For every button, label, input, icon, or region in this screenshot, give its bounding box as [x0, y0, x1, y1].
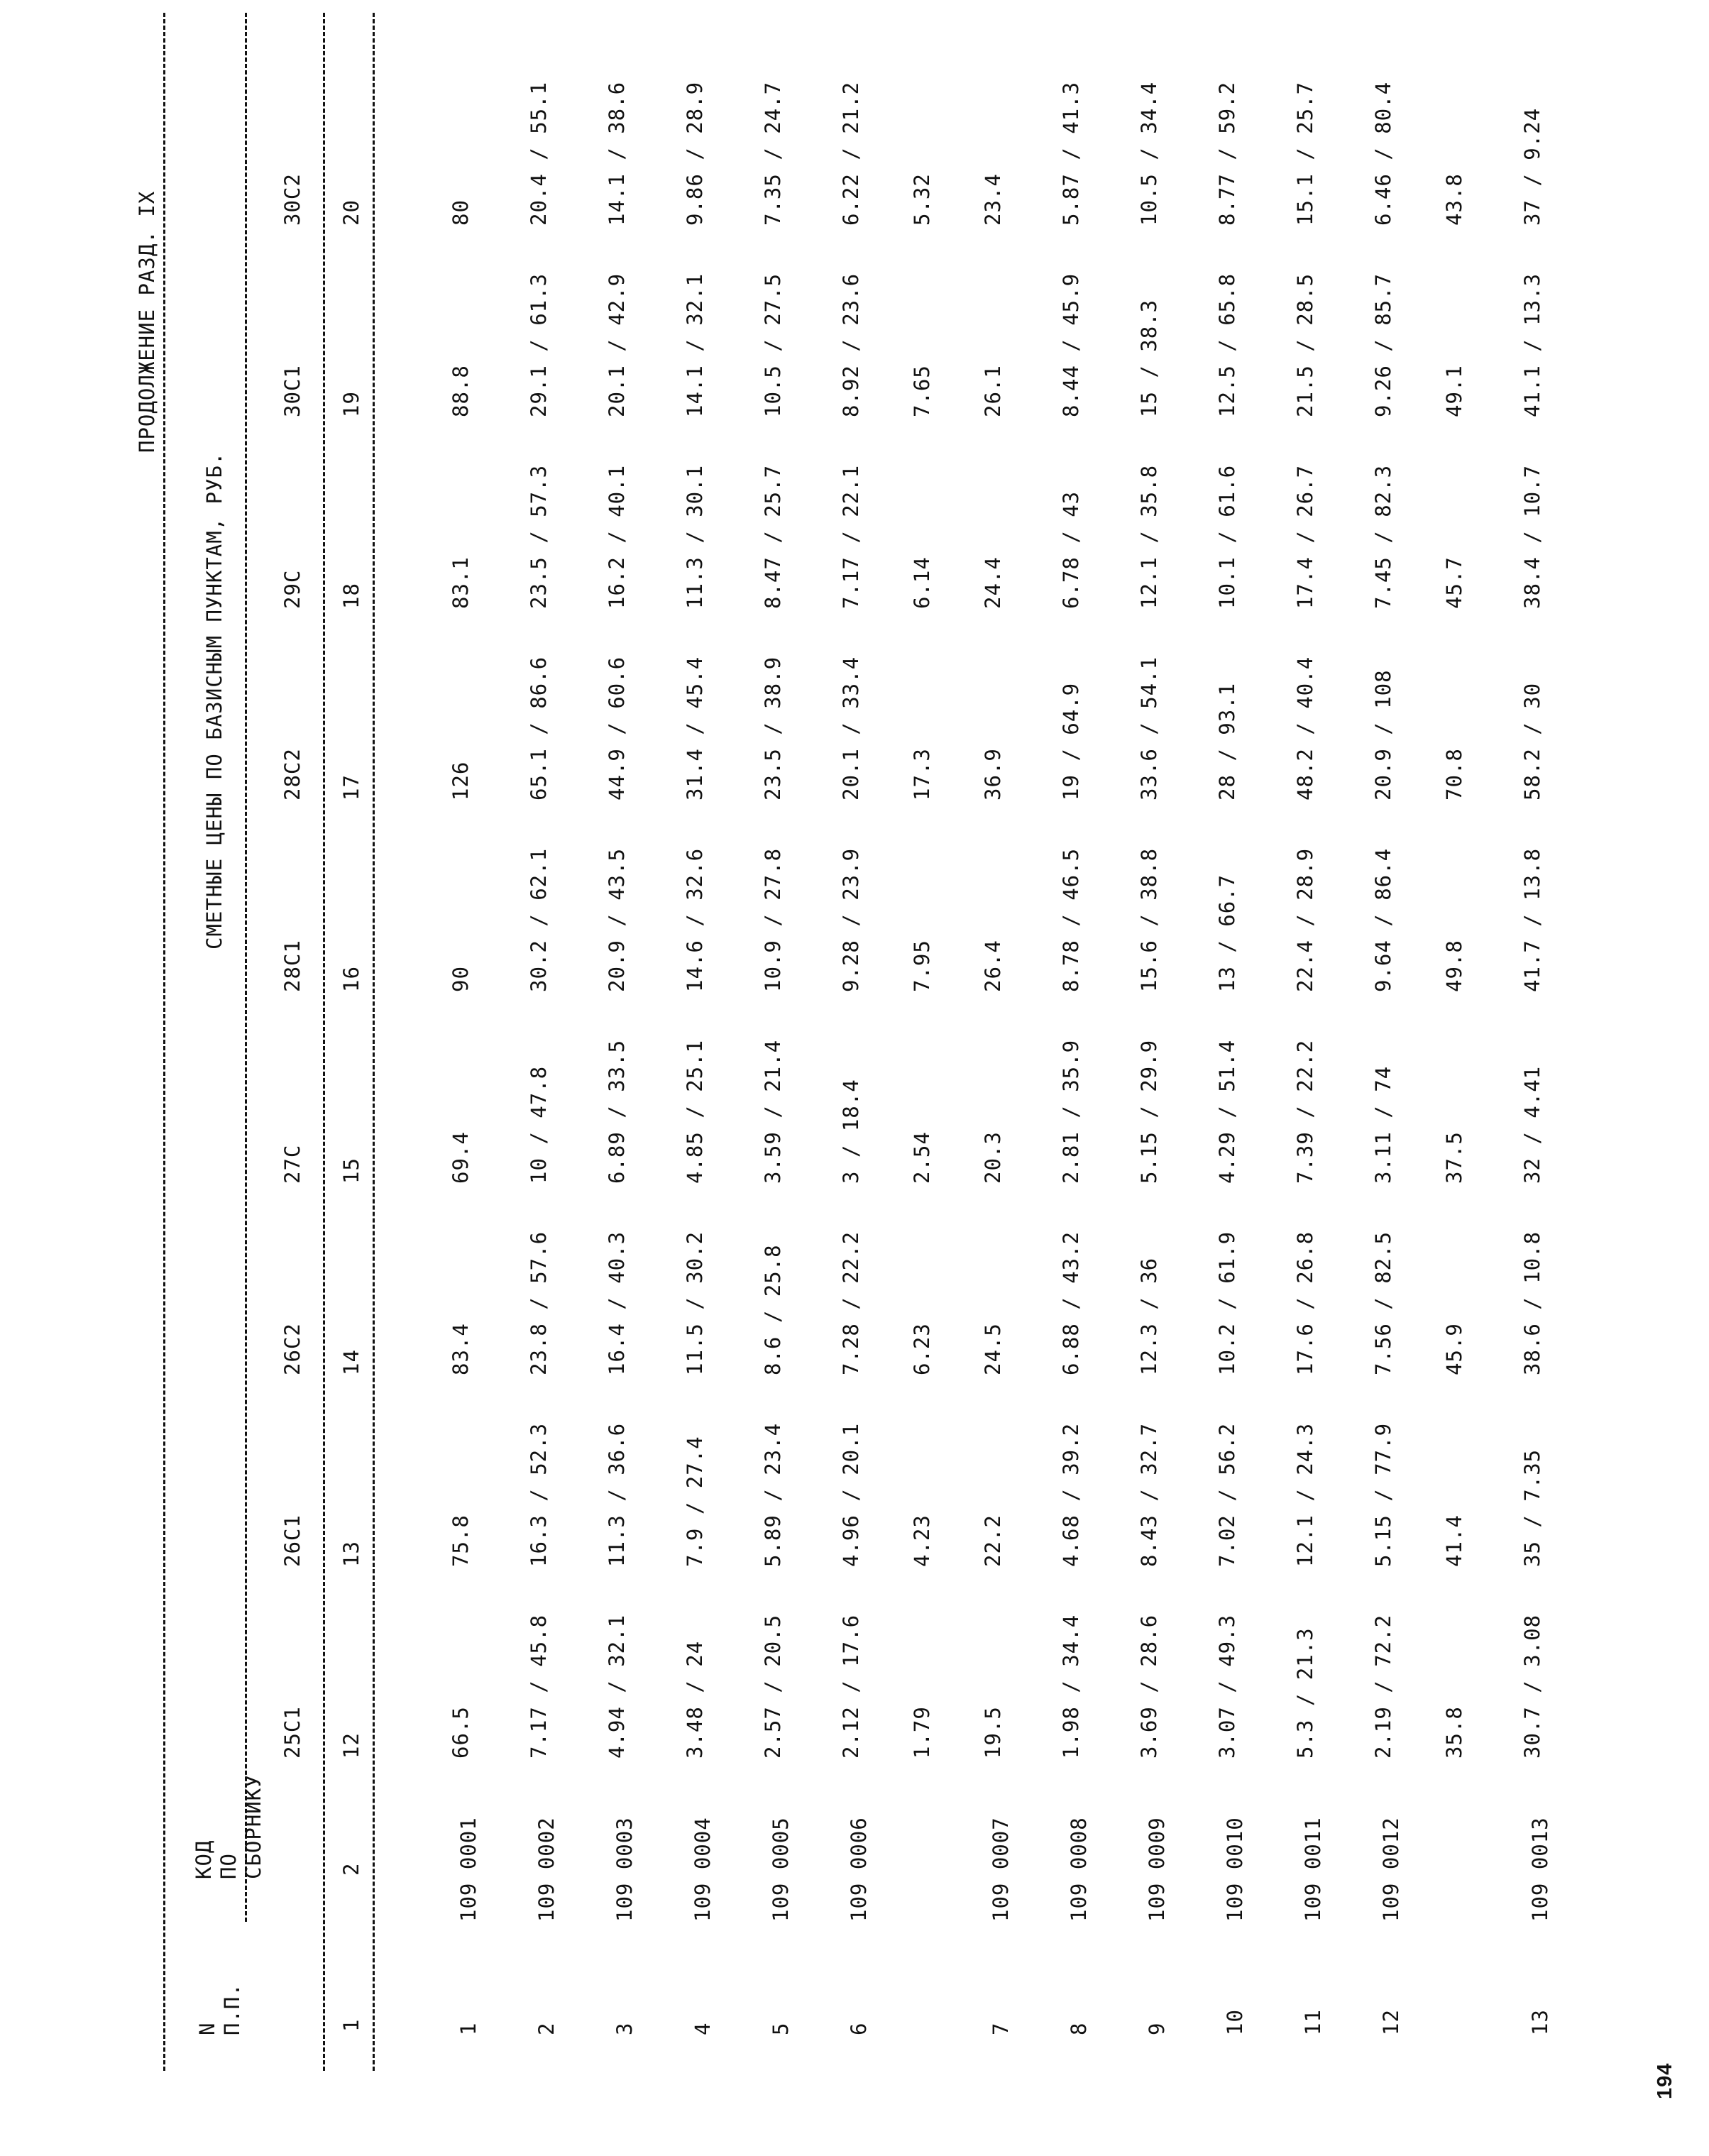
header-point-label: 26С2 [280, 1323, 304, 1375]
price-cell: 4.85 / 25.1 [683, 1039, 707, 1184]
price-cell: 7.9 / 27.4 [683, 1436, 707, 1567]
price-cell: 4.94 / 32.1 [605, 1614, 629, 1759]
price-cell: 126 [449, 761, 473, 801]
header-point-label: 29С [280, 569, 304, 609]
price-cell: 29.1 / 61.3 [527, 273, 551, 417]
price-cell: 7.56 / 82.5 [1371, 1231, 1395, 1375]
row-code: 109 0005 [769, 1817, 793, 1922]
price-cell: 7.45 / 82.3 [1371, 464, 1395, 609]
price-cell: 7.39 / 22.2 [1293, 1039, 1317, 1184]
price-cell: 8.92 / 23.6 [839, 273, 863, 417]
header-column-number: 18 [339, 583, 363, 609]
price-cell: 12.5 / 65.8 [1215, 273, 1239, 417]
price-cell: 10.5 / 34.4 [1137, 81, 1161, 226]
header-column-number: 17 [339, 774, 363, 801]
row-code: 109 0008 [1067, 1817, 1091, 1922]
header-top-rule [163, 13, 165, 2071]
price-cell: 10 / 47.8 [527, 1065, 551, 1184]
price-cell: 23.4 [981, 173, 1005, 226]
price-cell: 10.1 / 61.6 [1215, 464, 1239, 609]
price-cell: 19 / 64.9 [1059, 682, 1083, 801]
price-cell: 23.5 / 38.9 [761, 656, 785, 801]
row-number: 1 [456, 2022, 480, 2035]
header-point-label: 25С1 [280, 1706, 304, 1759]
row-number: 5 [769, 2022, 793, 2035]
row-number: 3 [612, 2022, 637, 2035]
price-cell: 80 [449, 199, 473, 226]
price-cell: 21.5 / 28.5 [1293, 273, 1317, 417]
price-cell: 8.43 / 32.7 [1137, 1422, 1161, 1567]
price-cell: 58.2 / 30 [1520, 682, 1544, 801]
price-cell: 26.4 [981, 940, 1005, 992]
price-cell: 4.29 / 51.4 [1215, 1039, 1239, 1184]
price-cell: 7.17 / 45.8 [527, 1614, 551, 1759]
price-cell: 65.1 / 86.6 [527, 656, 551, 801]
row-number: 6 [847, 2022, 871, 2035]
price-cell: 2.12 / 17.6 [839, 1614, 863, 1759]
price-cell: 7.02 / 56.2 [1215, 1422, 1239, 1567]
price-cell: 37.5 [1442, 1131, 1466, 1184]
price-cell: 8.78 / 46.5 [1059, 847, 1083, 992]
price-cell: 83.4 [449, 1323, 473, 1375]
price-cell: 24.5 [981, 1323, 1005, 1375]
header-column-number: 14 [339, 1349, 363, 1375]
header-column-number: 12 [339, 1732, 363, 1759]
price-cell: 1.98 / 34.4 [1059, 1614, 1083, 1759]
price-cell: 22.2 [981, 1514, 1005, 1567]
header-column-number: 1 [339, 2018, 363, 2032]
header-group-rule [245, 13, 247, 1922]
price-cell: 8.77 / 59.2 [1215, 81, 1239, 226]
price-cell: 16.4 / 40.3 [605, 1231, 629, 1375]
price-cell: 35 / 7.35 [1520, 1448, 1544, 1567]
price-cell: 33.6 / 54.1 [1137, 656, 1161, 801]
price-cell: 12.1 / 35.8 [1137, 464, 1161, 609]
price-cell: 41.7 / 13.8 [1520, 847, 1544, 992]
price-cell: 5.89 / 23.4 [761, 1422, 785, 1567]
price-cell: 6.23 [910, 1323, 934, 1375]
price-cell: 31.4 / 45.4 [683, 656, 707, 801]
price-cell: 10.2 / 61.9 [1215, 1231, 1239, 1375]
header-group-title: СМЕТНЫЕ ЦЕНЫ ПО БАЗИСНЫМ ПУНКТАМ, РУБ. [202, 451, 226, 950]
price-cell: 17.6 / 26.8 [1293, 1231, 1317, 1375]
price-cell: 7.65 [910, 365, 934, 417]
price-cell: 20.1 / 33.4 [839, 656, 863, 801]
price-cell: 3.11 / 74 [1371, 1065, 1395, 1184]
price-cell: 49.1 [1442, 365, 1466, 417]
price-cell: 24.4 [981, 556, 1005, 609]
price-cell: 20.3 [981, 1131, 1005, 1184]
price-cell: 6.14 [910, 556, 934, 609]
price-cell: 5.15 / 77.9 [1371, 1422, 1395, 1567]
header-point-label: 26С1 [280, 1514, 304, 1567]
row-code: 109 0013 [1528, 1817, 1552, 1922]
price-cell: 69.4 [449, 1131, 473, 1184]
price-cell: 20.9 / 43.5 [605, 847, 629, 992]
price-cell: 14.1 / 32.1 [683, 273, 707, 417]
price-cell: 11.5 / 30.2 [683, 1231, 707, 1375]
price-cell: 6.22 / 21.2 [839, 81, 863, 226]
price-cell: 49.8 [1442, 940, 1466, 992]
price-cell: 2.81 / 35.9 [1059, 1039, 1083, 1184]
price-cell: 3.48 / 24 [683, 1640, 707, 1759]
header-no-line2: П.П. [220, 1983, 244, 2035]
row-code: 109 0006 [847, 1817, 871, 1922]
price-cell: 12.1 / 24.3 [1293, 1422, 1317, 1567]
header-point-label: 27С [280, 1144, 304, 1184]
header-column-number: 2 [339, 1862, 363, 1876]
price-cell: 23.8 / 57.6 [527, 1231, 551, 1375]
row-code: 109 0010 [1223, 1817, 1247, 1922]
price-cell: 6.89 / 33.5 [605, 1039, 629, 1184]
row-code: 109 0002 [534, 1817, 559, 1922]
row-code: 109 0004 [691, 1817, 715, 1922]
row-number: 9 [1145, 2022, 1169, 2035]
price-cell: 2.54 [910, 1131, 934, 1184]
price-cell: 26.1 [981, 365, 1005, 417]
price-cell: 41.4 [1442, 1514, 1466, 1567]
header-bottom-rule [373, 13, 375, 2071]
price-cell: 14.6 / 32.6 [683, 847, 707, 992]
price-cell: 11.3 / 36.6 [605, 1422, 629, 1567]
price-cell: 13 / 66.7 [1215, 874, 1239, 992]
row-code: 109 0007 [989, 1817, 1013, 1922]
header-code-line1: КОД [192, 1839, 216, 1879]
price-cell: 36.9 [981, 748, 1005, 801]
header-point-label: 30С1 [280, 365, 304, 417]
price-cell: 20.9 / 108 [1371, 669, 1395, 801]
price-cell: 16.3 / 52.3 [527, 1422, 551, 1567]
row-number: 4 [691, 2022, 715, 2035]
price-cell: 1.79 [910, 1706, 934, 1759]
price-cell: 4.23 [910, 1514, 934, 1567]
price-cell: 16.2 / 40.1 [605, 464, 629, 609]
price-cell: 28 / 93.1 [1215, 682, 1239, 801]
price-cell: 15.1 / 25.7 [1293, 81, 1317, 226]
price-cell: 22.4 / 28.9 [1293, 847, 1317, 992]
price-cell: 12.3 / 36 [1137, 1257, 1161, 1375]
price-cell: 19.5 [981, 1706, 1005, 1759]
price-cell: 11.3 / 30.1 [683, 464, 707, 609]
price-cell: 20.4 / 55.1 [527, 81, 551, 226]
price-cell: 4.96 / 20.1 [839, 1422, 863, 1567]
price-cell: 75.8 [449, 1514, 473, 1567]
price-cell: 10.5 / 27.5 [761, 273, 785, 417]
row-code: 109 0001 [456, 1817, 480, 1922]
row-code: 109 0012 [1379, 1817, 1403, 1922]
price-cell: 43.8 [1442, 173, 1466, 226]
header-column-number: 20 [339, 199, 363, 226]
header-column-number: 16 [339, 966, 363, 992]
row-number: 13 [1528, 2009, 1552, 2035]
price-cell: 3.69 / 28.6 [1137, 1614, 1161, 1759]
price-cell: 45.9 [1442, 1323, 1466, 1375]
price-cell: 44.9 / 60.6 [605, 656, 629, 801]
price-cell: 23.5 / 57.3 [527, 464, 551, 609]
price-cell: 2.19 / 72.2 [1371, 1614, 1395, 1759]
price-cell: 5.15 / 29.9 [1137, 1039, 1161, 1184]
price-cell: 38.6 / 10.8 [1520, 1231, 1544, 1375]
row-code: 109 0011 [1301, 1817, 1325, 1922]
header-code-line3: СБОРНИКУ [241, 1774, 265, 1879]
row-code: 109 0009 [1145, 1817, 1169, 1922]
price-cell: 35.8 [1442, 1706, 1466, 1759]
continuation-title: ПРОДОЛЖЕНИЕ РАЗД. IX [135, 190, 159, 453]
row-code: 109 0003 [612, 1817, 637, 1922]
price-cell: 9.86 / 28.9 [683, 81, 707, 226]
price-cell: 6.46 / 80.4 [1371, 81, 1395, 226]
price-cell: 6.78 / 43 [1059, 490, 1083, 609]
price-cell: 17.4 / 26.7 [1293, 464, 1317, 609]
row-number: 10 [1223, 2009, 1247, 2035]
price-cell: 20.1 / 42.9 [605, 273, 629, 417]
price-cell: 8.6 / 25.8 [761, 1244, 785, 1375]
price-cell: 5.32 [910, 173, 934, 226]
price-cell: 41.1 / 13.3 [1520, 273, 1544, 417]
header-no-line1: N [195, 2022, 219, 2035]
price-cell: 17.3 [910, 748, 934, 801]
price-cell: 88.8 [449, 365, 473, 417]
price-cell: 3.59 / 21.4 [761, 1039, 785, 1184]
price-cell: 6.88 / 43.2 [1059, 1231, 1083, 1375]
price-cell: 30.7 / 3.08 [1520, 1614, 1544, 1759]
price-cell: 4.68 / 39.2 [1059, 1422, 1083, 1567]
price-cell: 10.9 / 27.8 [761, 847, 785, 992]
price-cell: 90 [449, 966, 473, 992]
price-cell: 32 / 4.41 [1520, 1065, 1544, 1184]
price-cell: 3.07 / 49.3 [1215, 1614, 1239, 1759]
header-column-number: 19 [339, 391, 363, 417]
price-cell: 7.95 [910, 940, 934, 992]
price-cell: 3 / 18.4 [839, 1079, 863, 1184]
price-cell: 70.8 [1442, 748, 1466, 801]
price-cell: 9.28 / 23.9 [839, 847, 863, 992]
price-cell: 30.2 / 62.1 [527, 847, 551, 992]
price-cell: 2.57 / 20.5 [761, 1614, 785, 1759]
row-number: 8 [1067, 2022, 1091, 2035]
page-number: 194 [1654, 2062, 1676, 2099]
row-number: 12 [1379, 2009, 1403, 2035]
price-cell: 5.3 / 21.3 [1293, 1627, 1317, 1759]
row-number: 11 [1301, 2009, 1325, 2035]
header-column-number: 15 [339, 1157, 363, 1184]
price-cell: 7.28 / 22.2 [839, 1231, 863, 1375]
header-point-label: 30С2 [280, 173, 304, 226]
price-cell: 8.47 / 25.7 [761, 464, 785, 609]
header-code-line2: ПО [216, 1853, 241, 1879]
price-cell: 45.7 [1442, 556, 1466, 609]
price-cell: 8.44 / 45.9 [1059, 273, 1083, 417]
price-cell: 5.87 / 41.3 [1059, 81, 1083, 226]
header-point-label: 28С1 [280, 940, 304, 992]
row-number: 7 [989, 2022, 1013, 2035]
price-cell: 9.64 / 86.4 [1371, 847, 1395, 992]
price-cell: 66.5 [449, 1706, 473, 1759]
price-cell: 9.26 / 85.7 [1371, 273, 1395, 417]
row-number: 2 [534, 2022, 559, 2035]
price-cell: 83.1 [449, 556, 473, 609]
header-mid-rule [323, 13, 325, 2071]
header-point-label: 28С2 [280, 748, 304, 801]
header-column-number: 13 [339, 1541, 363, 1567]
price-cell: 15 / 38.3 [1137, 299, 1161, 417]
price-cell: 38.4 / 10.7 [1520, 464, 1544, 609]
price-cell: 7.35 / 24.7 [761, 81, 785, 226]
price-cell: 15.6 / 38.8 [1137, 847, 1161, 992]
price-cell: 7.17 / 22.1 [839, 464, 863, 609]
price-cell: 14.1 / 38.6 [605, 81, 629, 226]
price-cell: 48.2 / 40.4 [1293, 656, 1317, 801]
price-cell: 37 / 9.24 [1520, 107, 1544, 226]
